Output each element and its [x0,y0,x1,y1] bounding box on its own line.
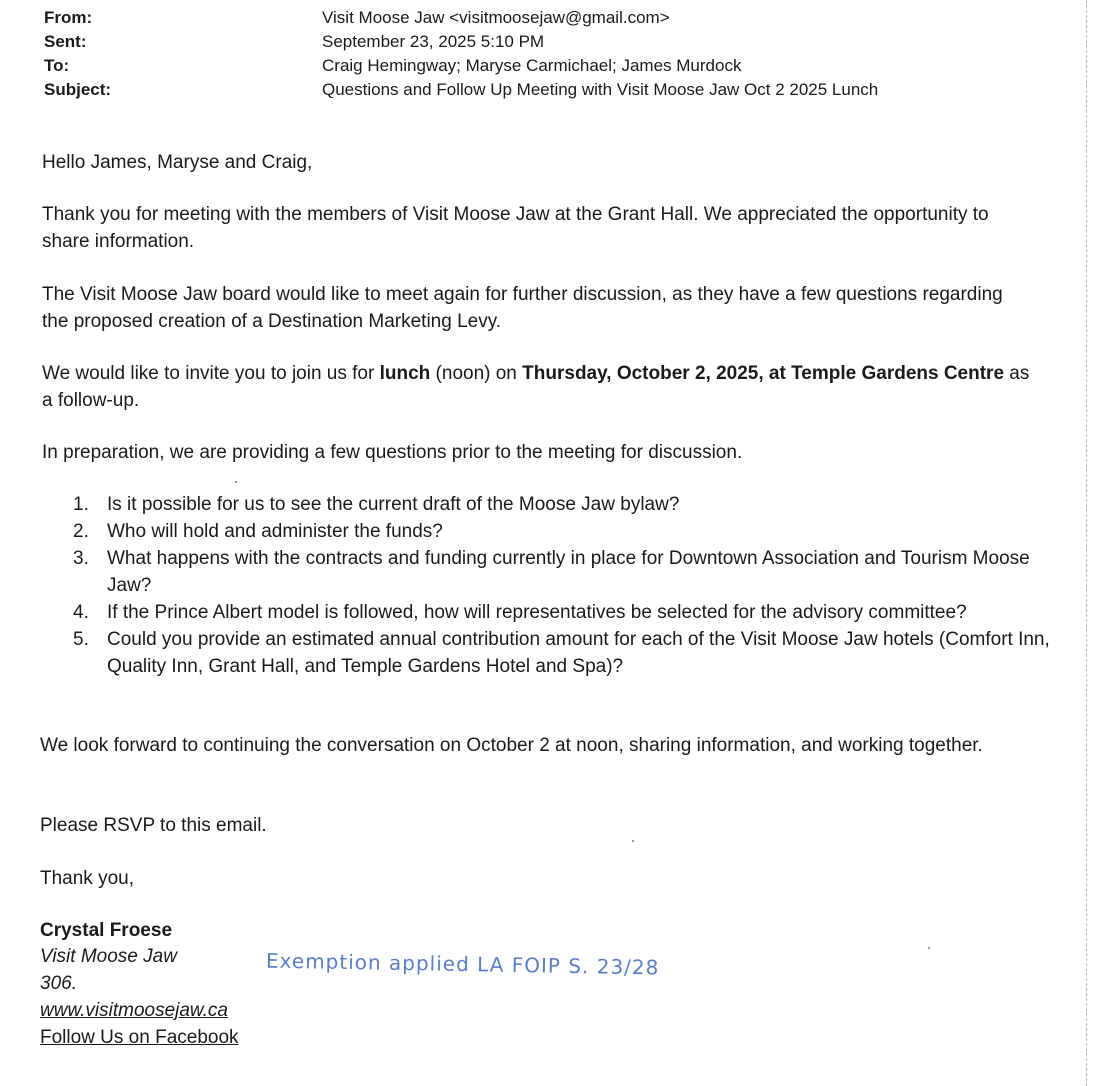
question-item [73,626,1097,680]
questions-list [42,491,1097,680]
paragraph-rsvp: Please RSVP to this email. [40,815,267,836]
sent-label: Sent: [44,32,87,51]
question-text: Who will hold and administer the funds? [107,521,443,542]
question-number: 4. [73,602,89,623]
header-subject-row [44,78,1044,102]
question-number: 2. [73,521,89,542]
header-sent-row [44,30,1044,54]
question-text: Could you provide an estimated annual contribution amount for each of the Visit Moose Jaw hotels (Comfort Inn, Quality Inn, Grant Hall, and Temple Gardens Hotel and Spa)? [107,629,1050,677]
invite-text-c: (noon) on [430,363,523,384]
question-text: What happens with the contracts and funding currently in place for Downtown Association and Tourism Moose Jaw? [107,548,1030,596]
question-number: 5. [73,629,89,650]
to-value: Craig Hemingway; Maryse Carmichael; James Murdock [322,56,742,75]
signature-facebook-link[interactable]: Follow Us on Facebook [40,1027,239,1048]
paragraph-thanks: Thank you for meeting with the members of Visit Moose Jaw at the Grant Hall. We appreciated the opportunity to share information. [42,204,989,252]
signature-website-link[interactable]: www.visitmoosejaw.ca [40,1000,228,1021]
scan-speck [235,481,237,483]
invite-lunch: lunch [379,363,431,384]
from-value: Visit Moose Jaw <visitmoosejaw@gmail.com> [322,8,670,27]
header-from-row [44,6,1044,30]
from-label: From: [44,8,93,27]
foip-exemption-stamp: Exemption applied LA FOIP S. 23/28 [265,948,660,980]
greeting: Hello James, Maryse and Craig, [42,152,313,173]
question-text: Is it possible for us to see the current draft of the Moose Jaw bylaw? [107,494,680,515]
invite-date-location: Thursday, October 2, 2025, at Temple Gardens Centre [522,363,1005,384]
closing: Thank you, [40,868,134,889]
invite-text-a: We would like to invite you to join us for [42,363,380,384]
invite-text-e: as a follow-up. [42,363,1030,411]
question-item [73,518,1097,545]
paragraph-preparation: In preparation, we are providing a few questions prior to the meeting for discussion. [42,442,743,463]
paragraph-board: The Visit Moose Jaw board would like to meet again for further discussion, as they have a few questions regarding the proposed creation of a Destination Marketing Levy. [42,284,1003,332]
question-number: 3. [73,548,89,569]
scan-speck [632,840,634,842]
sent-value: September 23, 2025 5:10 PM [322,32,545,51]
question-item [73,491,1097,518]
question-item [73,599,1097,626]
scan-edge-line [1086,0,1087,1086]
paragraph-look-forward: We look forward to continuing the conversation on October 2 at noon, sharing information, and working together. [40,735,983,756]
scan-speck [928,947,930,949]
question-number: 1. [73,494,89,515]
signature-name: Crystal Froese [40,920,173,941]
subject-value: Questions and Follow Up Meeting with Visit Moose Jaw Oct 2 2025 Lunch [322,80,879,99]
to-label: To: [44,56,70,75]
paragraph-invite [42,360,1032,414]
subject-label: Subject: [44,80,112,99]
header-to-row [44,54,1044,78]
signature-phone: 306. [40,973,77,994]
question-item [73,545,1097,599]
question-text: If the Prince Albert model is followed, how will representatives be selected for the advisory committee? [107,602,967,623]
signature-org: Visit Moose Jaw [40,946,177,967]
